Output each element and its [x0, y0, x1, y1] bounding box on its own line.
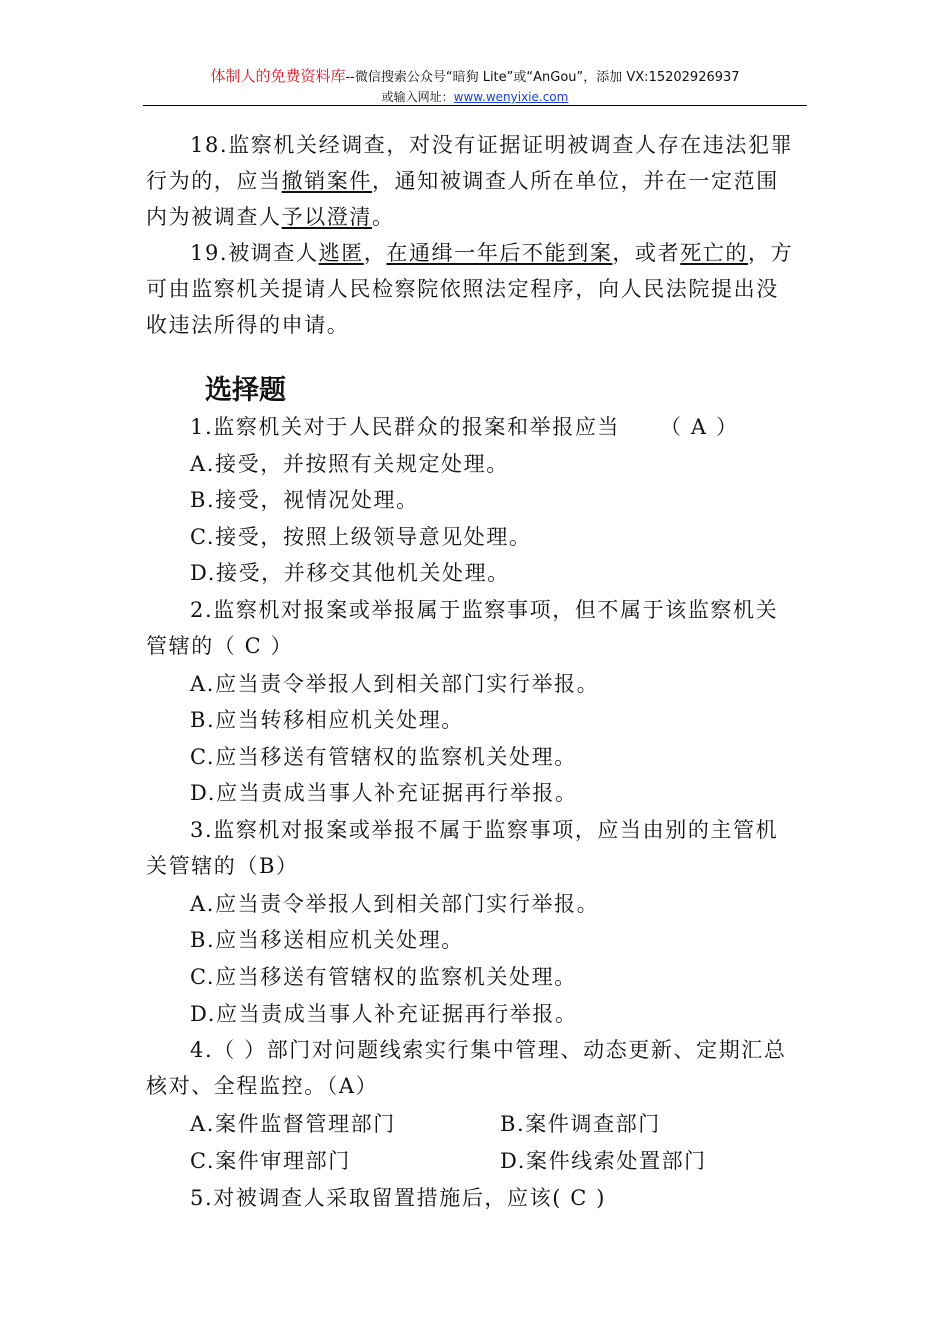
question-3-option-c: C.应当移送有管辖权的监察机关处理。 [190, 965, 577, 989]
question-1-text: 1.监察机关对于人民群众的报案和举报应当 [190, 415, 621, 439]
paragraph-18-answer-2: 予以澄清 [281, 205, 373, 229]
question-4-option-d: D.案件线索处置部门 [500, 1149, 707, 1173]
header-line [140, 66, 810, 88]
question-4-option-c: C.案件审理部门 [190, 1149, 351, 1173]
question-2-option-b: B.应当转移相应机关处理。 [190, 708, 464, 732]
question-4-option-b: B.案件调查部门 [500, 1112, 661, 1136]
question-1-option-b: B.接受，视情况处理。 [190, 488, 419, 512]
paragraph-19-answer-2: 在通缉一年后不能到案 [386, 241, 613, 265]
question-3-text: 3.监察机对报案或举报不属于监察事项，应当由别的主管机关管辖的（B） [146, 818, 779, 878]
question-3-option-a: A.应当责令举报人到相关部门实行举报。 [190, 892, 600, 916]
question-3-stem [146, 812, 796, 884]
header-url-line [140, 88, 810, 106]
question-2-option-a: A.应当责令举报人到相关部门实行举报。 [190, 672, 600, 696]
question-2-text: 2.监察机对报案或举报属于监察事项，但不属于该监察机关管辖的（ C ） [146, 598, 779, 658]
paragraph-19-text-a: 19.被调查人 [190, 241, 319, 265]
header-divider [143, 105, 807, 106]
paragraph-18-text-a: 18.监察机关经调查，对没有证据证明被调查人存在违法犯罪行为的，应当 [146, 133, 794, 193]
question-2-option-d: D.应当责成当事人补充证据再行举报。 [190, 781, 578, 805]
page-header [140, 66, 810, 106]
question-4-stem [146, 1032, 796, 1104]
paragraph-18 [146, 127, 796, 235]
question-3-option-b: B.应当移送相应机关处理。 [190, 928, 464, 952]
paragraph-18-text-b: ，通知被调查人所在单位，并在一定范围内为被调查人 [146, 169, 779, 229]
paragraph-19-answer-3: 死亡的 [680, 241, 749, 265]
question-2-stem [146, 592, 796, 664]
question-1-answer: （ A ） [660, 415, 739, 439]
header-url-prefix: 或输入网址： [381, 90, 454, 104]
paragraph-19-text-d: ，方可由监察机关提请人民检察院依照法定程序，向人民法院提出没收违法所得的申请。 [146, 241, 794, 337]
question-3-option-d: D.应当责成当事人补充证据再行举报。 [190, 1002, 578, 1026]
paragraph-18-text-c: 。 [372, 205, 395, 229]
section-title: 选择题 [205, 375, 286, 406]
paragraph-19-text-c: ，或者 [612, 241, 681, 265]
paragraph-19 [146, 235, 796, 343]
paragraph-19-answer-1: 逃匿 [318, 241, 364, 265]
header-url-link[interactable]: www.wenyixie.com [453, 90, 569, 104]
question-1-option-c: C.接受，按照上级领导意见处理。 [190, 525, 532, 549]
question-1-option-a: A.接受，并按照有关规定处理。 [190, 452, 509, 476]
question-1-option-d: D.接受，并移交其他机关处理。 [190, 561, 510, 585]
question-1-stem [190, 409, 739, 445]
question-4-text: 4.（ ）部门对问题线索实行集中管理、动态更新、定期汇总核对、全程监控。（A） [146, 1038, 787, 1098]
header-info: --微信搜索公众号“暗狗 Lite”或“AnGou”，添加 VX:15202926937 [345, 70, 740, 85]
question-4-option-a: A.案件监督管理部门 [190, 1112, 396, 1136]
paragraph-19-text-b: ， [363, 241, 387, 265]
fill-in-paragraphs [146, 127, 796, 343]
question-5-stem: 5.对被调查人采取留置措施后，应该( C ) [190, 1186, 607, 1210]
question-2-option-c: C.应当移送有管辖权的监察机关处理。 [190, 745, 577, 769]
header-brand: 体制人的免费资料库 [210, 67, 346, 85]
paragraph-18-answer-1: 撤销案件 [281, 169, 373, 193]
